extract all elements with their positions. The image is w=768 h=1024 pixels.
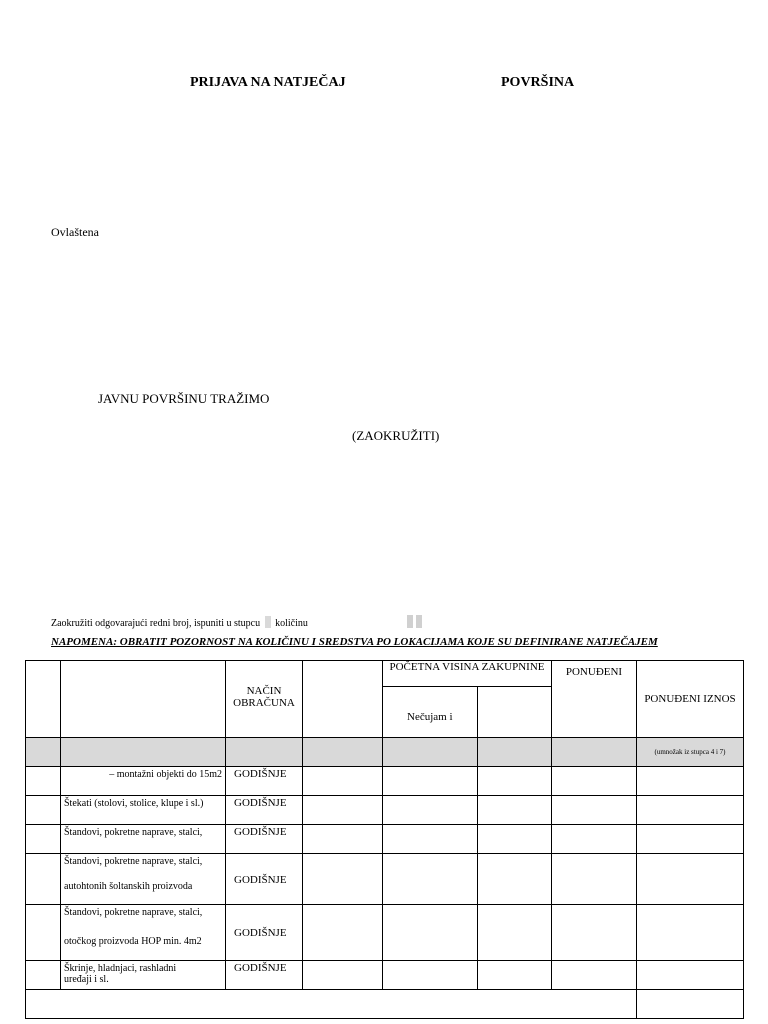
row-description: – montažni objekti do 15m2 [61, 767, 226, 796]
row-rent-cell-2[interactable] [478, 825, 552, 854]
row-rent-cell-2[interactable] [478, 796, 552, 825]
table-row [26, 767, 744, 796]
row-description: Štandovi, pokretne naprave, stalci, [61, 825, 226, 854]
shaded-cell [552, 738, 637, 767]
row-quantity-cell[interactable] [303, 961, 383, 990]
row-amount-cell[interactable] [637, 767, 744, 796]
header-billing-line2: OBRAČUNA [233, 697, 295, 709]
row-billing-method: GODIŠNJE [226, 905, 303, 961]
header-cell-quantity [303, 661, 383, 738]
row-number-cell[interactable] [26, 825, 61, 854]
circle-instruction: (ZAOKRUŽITI) [352, 428, 440, 443]
row-amount-cell[interactable] [637, 854, 744, 905]
application-table [25, 660, 744, 1019]
row-rent-cell-2[interactable] [478, 854, 552, 905]
row-rent-cell[interactable] [383, 825, 478, 854]
table-row [26, 905, 744, 961]
row-quantity-cell[interactable] [303, 854, 383, 905]
header-subcolumn-necujam: Nečujam i [383, 687, 478, 738]
row-billing-method: GODIŠNJE [226, 854, 303, 905]
row-description-line1: Škrinje, hladnjaci, rashladni [64, 963, 177, 974]
row-rent-cell[interactable] [383, 796, 478, 825]
shaded-cell [61, 738, 226, 767]
form-title-suffix: POVRŠINA [501, 75, 575, 90]
shaded-cell [26, 738, 61, 767]
row-billing-method: GODIŠNJE [226, 767, 303, 796]
row-number-cell[interactable] [26, 961, 61, 990]
row-rent-cell[interactable] [383, 854, 478, 905]
instruction-part-b: količinu [275, 618, 308, 629]
row-number-cell[interactable] [26, 767, 61, 796]
form-title: PRIJAVA NA NATJEČAJ [190, 75, 346, 90]
table-row [26, 961, 744, 990]
table-row [26, 796, 744, 825]
row-quantity-cell[interactable] [303, 905, 383, 961]
total-amount-cell[interactable] [637, 990, 744, 1019]
row-amount-cell[interactable] [637, 961, 744, 990]
row-quantity-cell[interactable] [303, 767, 383, 796]
row-billing-method: GODIŠNJE [226, 825, 303, 854]
note-text: NAPOMENA: OBRATIT POZORNOST NA KOLIČINU I SREDSTVA PO LOKACIJAMA KOJE SU DEFINIRANE NATJEČAJEM [51, 636, 658, 648]
table-row [26, 825, 744, 854]
row-quantity-cell[interactable] [303, 825, 383, 854]
header-cell-description [61, 661, 226, 738]
authorized-label: Ovlaštena [51, 225, 99, 239]
row-description-line2: autohtonih šoltanskih proizvoda [64, 881, 193, 892]
row-offered-cell[interactable] [552, 825, 637, 854]
redacted-marks [407, 615, 425, 633]
header-billing-line1: NAČIN [246, 685, 282, 697]
row-rent-cell-2[interactable] [478, 767, 552, 796]
row-offered-cell[interactable] [552, 767, 637, 796]
header-billing-method [226, 661, 303, 738]
row-description-line2: otočkog proizvoda HOP min. 4m2 [64, 936, 202, 947]
row-description-line1: Štandovi, pokretne naprave, stalci, [64, 907, 203, 918]
row-number-cell[interactable] [26, 854, 61, 905]
shaded-cell [383, 738, 478, 767]
row-quantity-cell[interactable] [303, 796, 383, 825]
header-offered: PONUĐENI [552, 661, 637, 738]
row-number-cell[interactable] [26, 905, 61, 961]
row-billing-method: GODIŠNJE [226, 961, 303, 990]
row-rent-cell-2[interactable] [478, 961, 552, 990]
row-description [61, 961, 226, 990]
total-row [26, 990, 744, 1019]
header-offered-amount: PONUĐENI IZNOS [637, 661, 744, 738]
row-description: Štekati (stolovi, stolice, klupe i sl.) [61, 796, 226, 825]
row-amount-cell[interactable] [637, 825, 744, 854]
redacted-mark [265, 616, 271, 628]
row-amount-cell[interactable] [637, 796, 744, 825]
header-cell-number [26, 661, 61, 738]
row-offered-cell[interactable] [552, 905, 637, 961]
row-rent-cell[interactable] [383, 961, 478, 990]
request-heading: JAVNU POVRŠINU TRAŽIMO [98, 391, 270, 406]
row-description-line2: uređaji i sl. [64, 974, 109, 985]
amount-formula-note: (umnožak iz stupca 4 i 7) [637, 738, 744, 767]
instruction-part-a: Zaokružiti odgovarajući redni broj, ispuniti u stupcu [51, 618, 261, 629]
shaded-cell [303, 738, 383, 767]
row-offered-cell[interactable] [552, 796, 637, 825]
row-description [61, 854, 226, 905]
header-subcolumn-empty [478, 687, 552, 738]
shaded-cell [226, 738, 303, 767]
row-rent-cell[interactable] [383, 767, 478, 796]
row-offered-cell[interactable] [552, 961, 637, 990]
header-starting-rent: POČETNA VISINA ZAKUPNINE [383, 661, 552, 687]
row-rent-cell[interactable] [383, 905, 478, 961]
row-amount-cell[interactable] [637, 905, 744, 961]
total-label-cell [26, 990, 637, 1019]
row-offered-cell[interactable] [552, 854, 637, 905]
row-description-line1: Štandovi, pokretne naprave, stalci, [64, 856, 203, 867]
shaded-cell [478, 738, 552, 767]
table-row [26, 854, 744, 905]
row-rent-cell-2[interactable] [478, 905, 552, 961]
row-number-cell[interactable] [26, 796, 61, 825]
row-billing-method: GODIŠNJE [226, 796, 303, 825]
instruction-text [51, 616, 308, 629]
row-description [61, 905, 226, 961]
